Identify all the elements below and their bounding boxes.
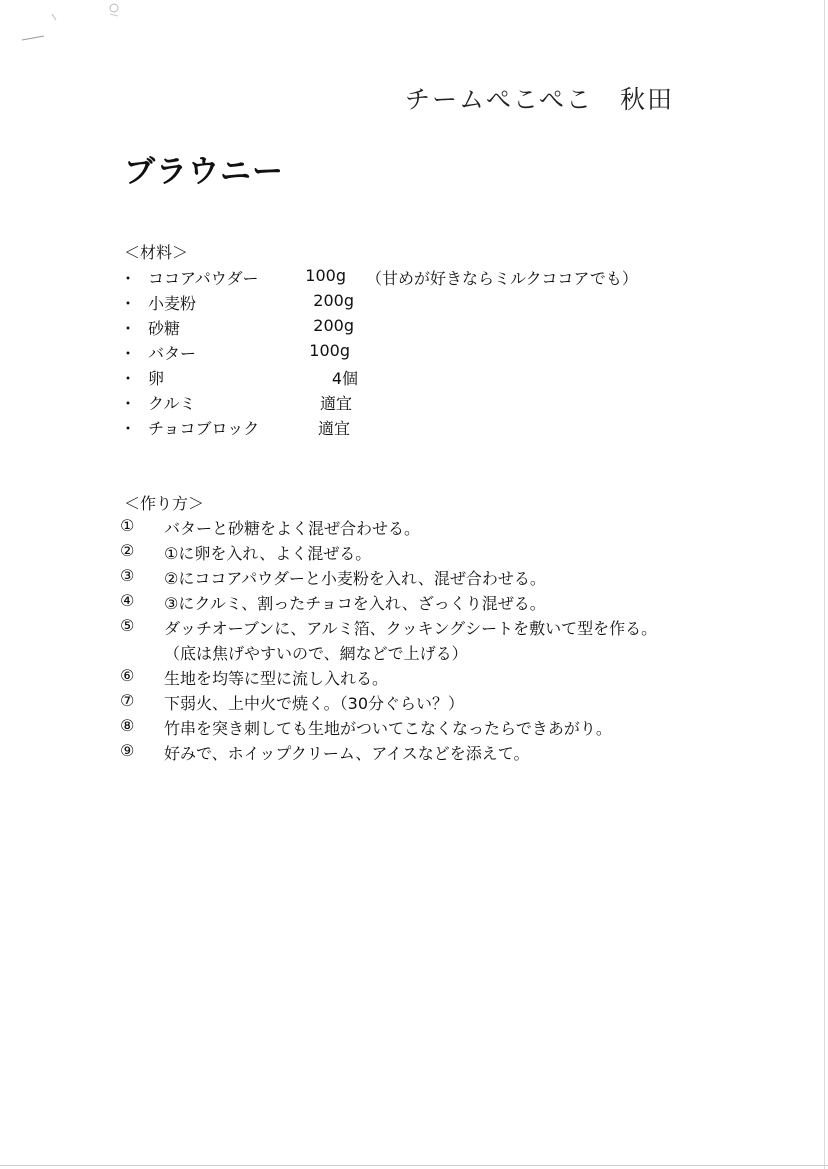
step-number: ② — [120, 541, 135, 560]
ingredient-name: 砂糖 — [148, 319, 181, 338]
scan-edge-right — [824, 0, 825, 1169]
ingredient-amount: 100g — [305, 266, 346, 285]
scan-edge-bottom — [0, 1165, 828, 1166]
ingredient-name: クルミ — [148, 394, 196, 413]
step-number: ③ — [120, 566, 135, 585]
ingredients-heading: ＜材料＞ — [124, 243, 189, 262]
ingredient-note: （甘めが好きならミルクココアでも） — [366, 269, 638, 288]
step-text: ダッチオーブンに、アルミ箔、クッキングシートを敷いて型を作る。 — [164, 619, 658, 638]
bullet: ・ — [120, 344, 137, 363]
recipe-title: ブラウニー — [124, 154, 284, 190]
step-text: ②にココアパウダーと小麦粉を入れ、混ぜ合わせる。 — [164, 569, 546, 588]
step-number: ① — [120, 516, 135, 535]
step-note: （底は焦げやすいので、網などで上げる） — [164, 644, 468, 663]
bullet: ・ — [120, 394, 137, 413]
bullet: ・ — [120, 269, 137, 288]
bullet: ・ — [120, 369, 137, 388]
step-number: ⑦ — [120, 691, 135, 710]
ingredient-amount: 適宜 — [317, 419, 350, 438]
step-text: 竹串を突き刺しても生地がついてこなくなったらできあがり。 — [164, 719, 612, 738]
ingredient-amount: 適宜 — [319, 394, 352, 413]
ingredient-amount: 200g — [313, 291, 354, 310]
ingredient-name: チョコブロック — [148, 419, 260, 438]
step-text: 下弱火、上中火で焼く。（30分ぐらい？） — [164, 694, 465, 713]
step-number: ⑨ — [120, 741, 135, 760]
step-number: ⑥ — [120, 666, 135, 685]
step-text: ③にクルミ、割ったチョコを入れ、ざっくり混ぜる。 — [164, 594, 546, 613]
scan-mark — [110, 4, 118, 12]
scan-mark — [52, 14, 56, 20]
ingredient-amount: 100g — [309, 341, 350, 360]
steps-heading: ＜作り方＞ — [124, 494, 205, 513]
step-text: 生地を均等に型に流し入れる。 — [164, 669, 389, 688]
ingredient-name: 卵 — [148, 369, 165, 388]
step-number: ④ — [120, 591, 135, 610]
scan-mark — [110, 14, 118, 16]
ingredient-amount: 4個 — [331, 369, 358, 388]
bullet: ・ — [120, 419, 137, 438]
ingredient-amount: 200g — [313, 316, 354, 335]
step-text: 好みで、ホイップクリーム、アイスなどを添えて。 — [164, 744, 530, 763]
team-name: チームぺこぺこ 秋田 — [405, 85, 675, 114]
ingredient-name: 小麦粉 — [148, 294, 197, 313]
bullet: ・ — [120, 294, 137, 313]
step-number: ⑧ — [120, 716, 135, 735]
ingredient-name: ココアパウダー — [148, 269, 259, 288]
step-text: バターと砂糖をよく混ぜ合わせる。 — [164, 519, 421, 538]
step-text: ①に卵を入れ、よく混ぜる。 — [164, 544, 372, 563]
ingredient-name: バター — [148, 344, 197, 363]
scan-marks — [0, 0, 140, 50]
bullet: ・ — [120, 319, 137, 338]
scan-mark — [22, 36, 44, 40]
step-number: ⑤ — [120, 616, 135, 635]
